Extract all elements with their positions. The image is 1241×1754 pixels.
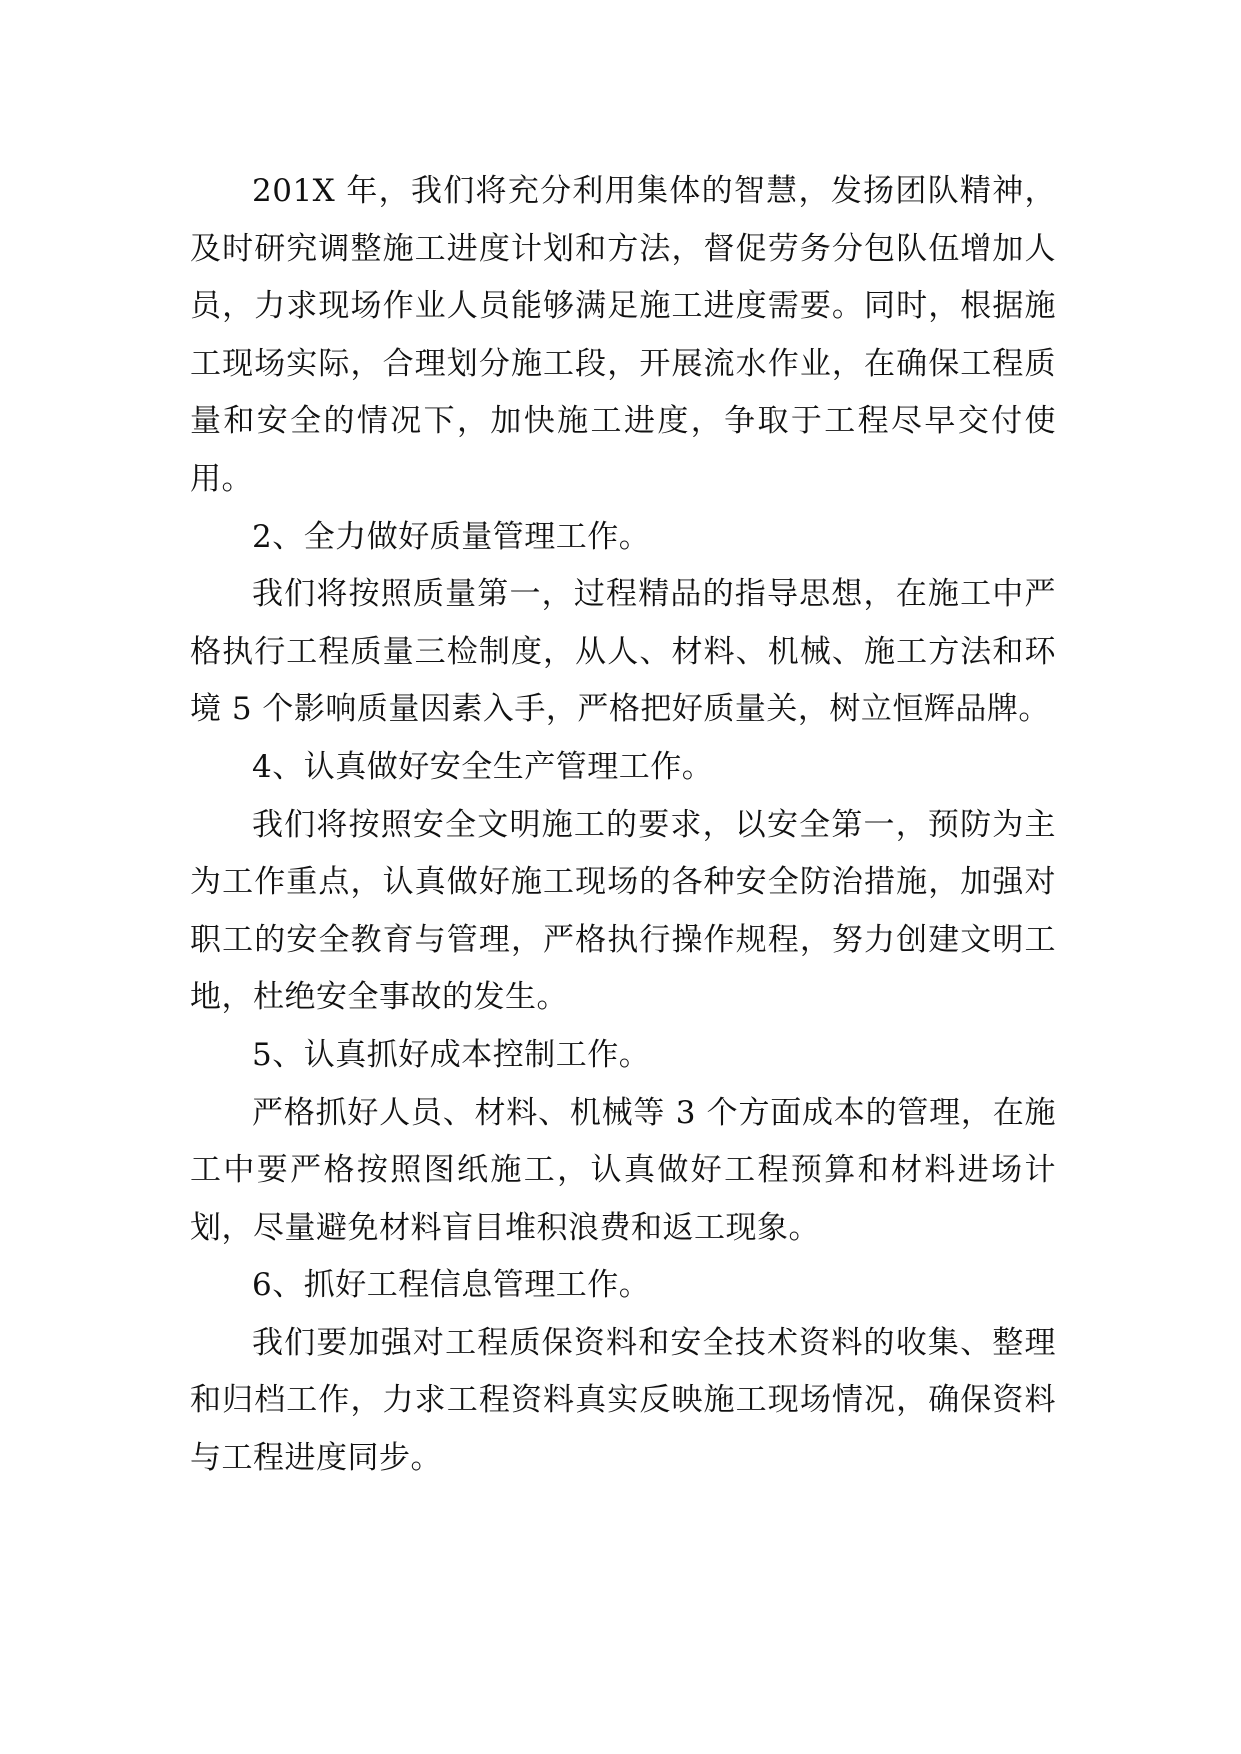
heading-quality: 2、全力做好质量管理工作。 — [252, 518, 651, 555]
paragraph-safety: 我们将按照安全文明施工的要求，以安全第一，预防为主为工作重点，认真做好施工现场的各种安全防治措施，加强对职工的安全教育与管理，严格执行操作规程，努力创建文明工地，杜绝安全事故的发生。 — [190, 806, 1056, 1016]
heading-safety: 4、认真做好安全生产管理工作。 — [252, 748, 714, 785]
paragraph-cost: 严格抓好人员、材料、机械等 3 个方面成本的管理，在施工中要严格按照图纸施工，认真做好工程预算和材料进场计划，尽量避免材料盲目堆积浪费和返工现象。 — [190, 1094, 1056, 1246]
paragraph-quality: 我们将按照质量第一，过程精品的指导思想，在施工中严格执行工程质量三检制度，从人、材料、机械、施工方法和环境 5 个影响质量因素入手，严格把好质量关，树立恒辉品牌。 — [190, 576, 1056, 728]
paragraph-information: 我们要加强对工程质保资料和安全技术资料的收集、整理和归档工作，力求工程资料真实反映施工现场情况，确保资料与工程进度同步。 — [190, 1324, 1056, 1477]
paragraph-schedule: 201X 年，我们将充分利用集体的智慧，发扬团队精神，及时研究调整施工进度计划和方法，督促劳务分包队伍增加人员，力求现场作业人员能够满足施工进度需要。同时，根据施工现场实际，合理划分施工段，开展流水作业，在确保工程质量和安全的情况下，加快施工进度，争取于工程尽早交付使用。 — [190, 173, 1056, 497]
document-page — [190, 163, 1056, 1488]
heading-information: 6、抓好工程信息管理工作。 — [252, 1267, 651, 1304]
heading-cost: 5、认真抓好成本控制工作。 — [252, 1036, 651, 1073]
